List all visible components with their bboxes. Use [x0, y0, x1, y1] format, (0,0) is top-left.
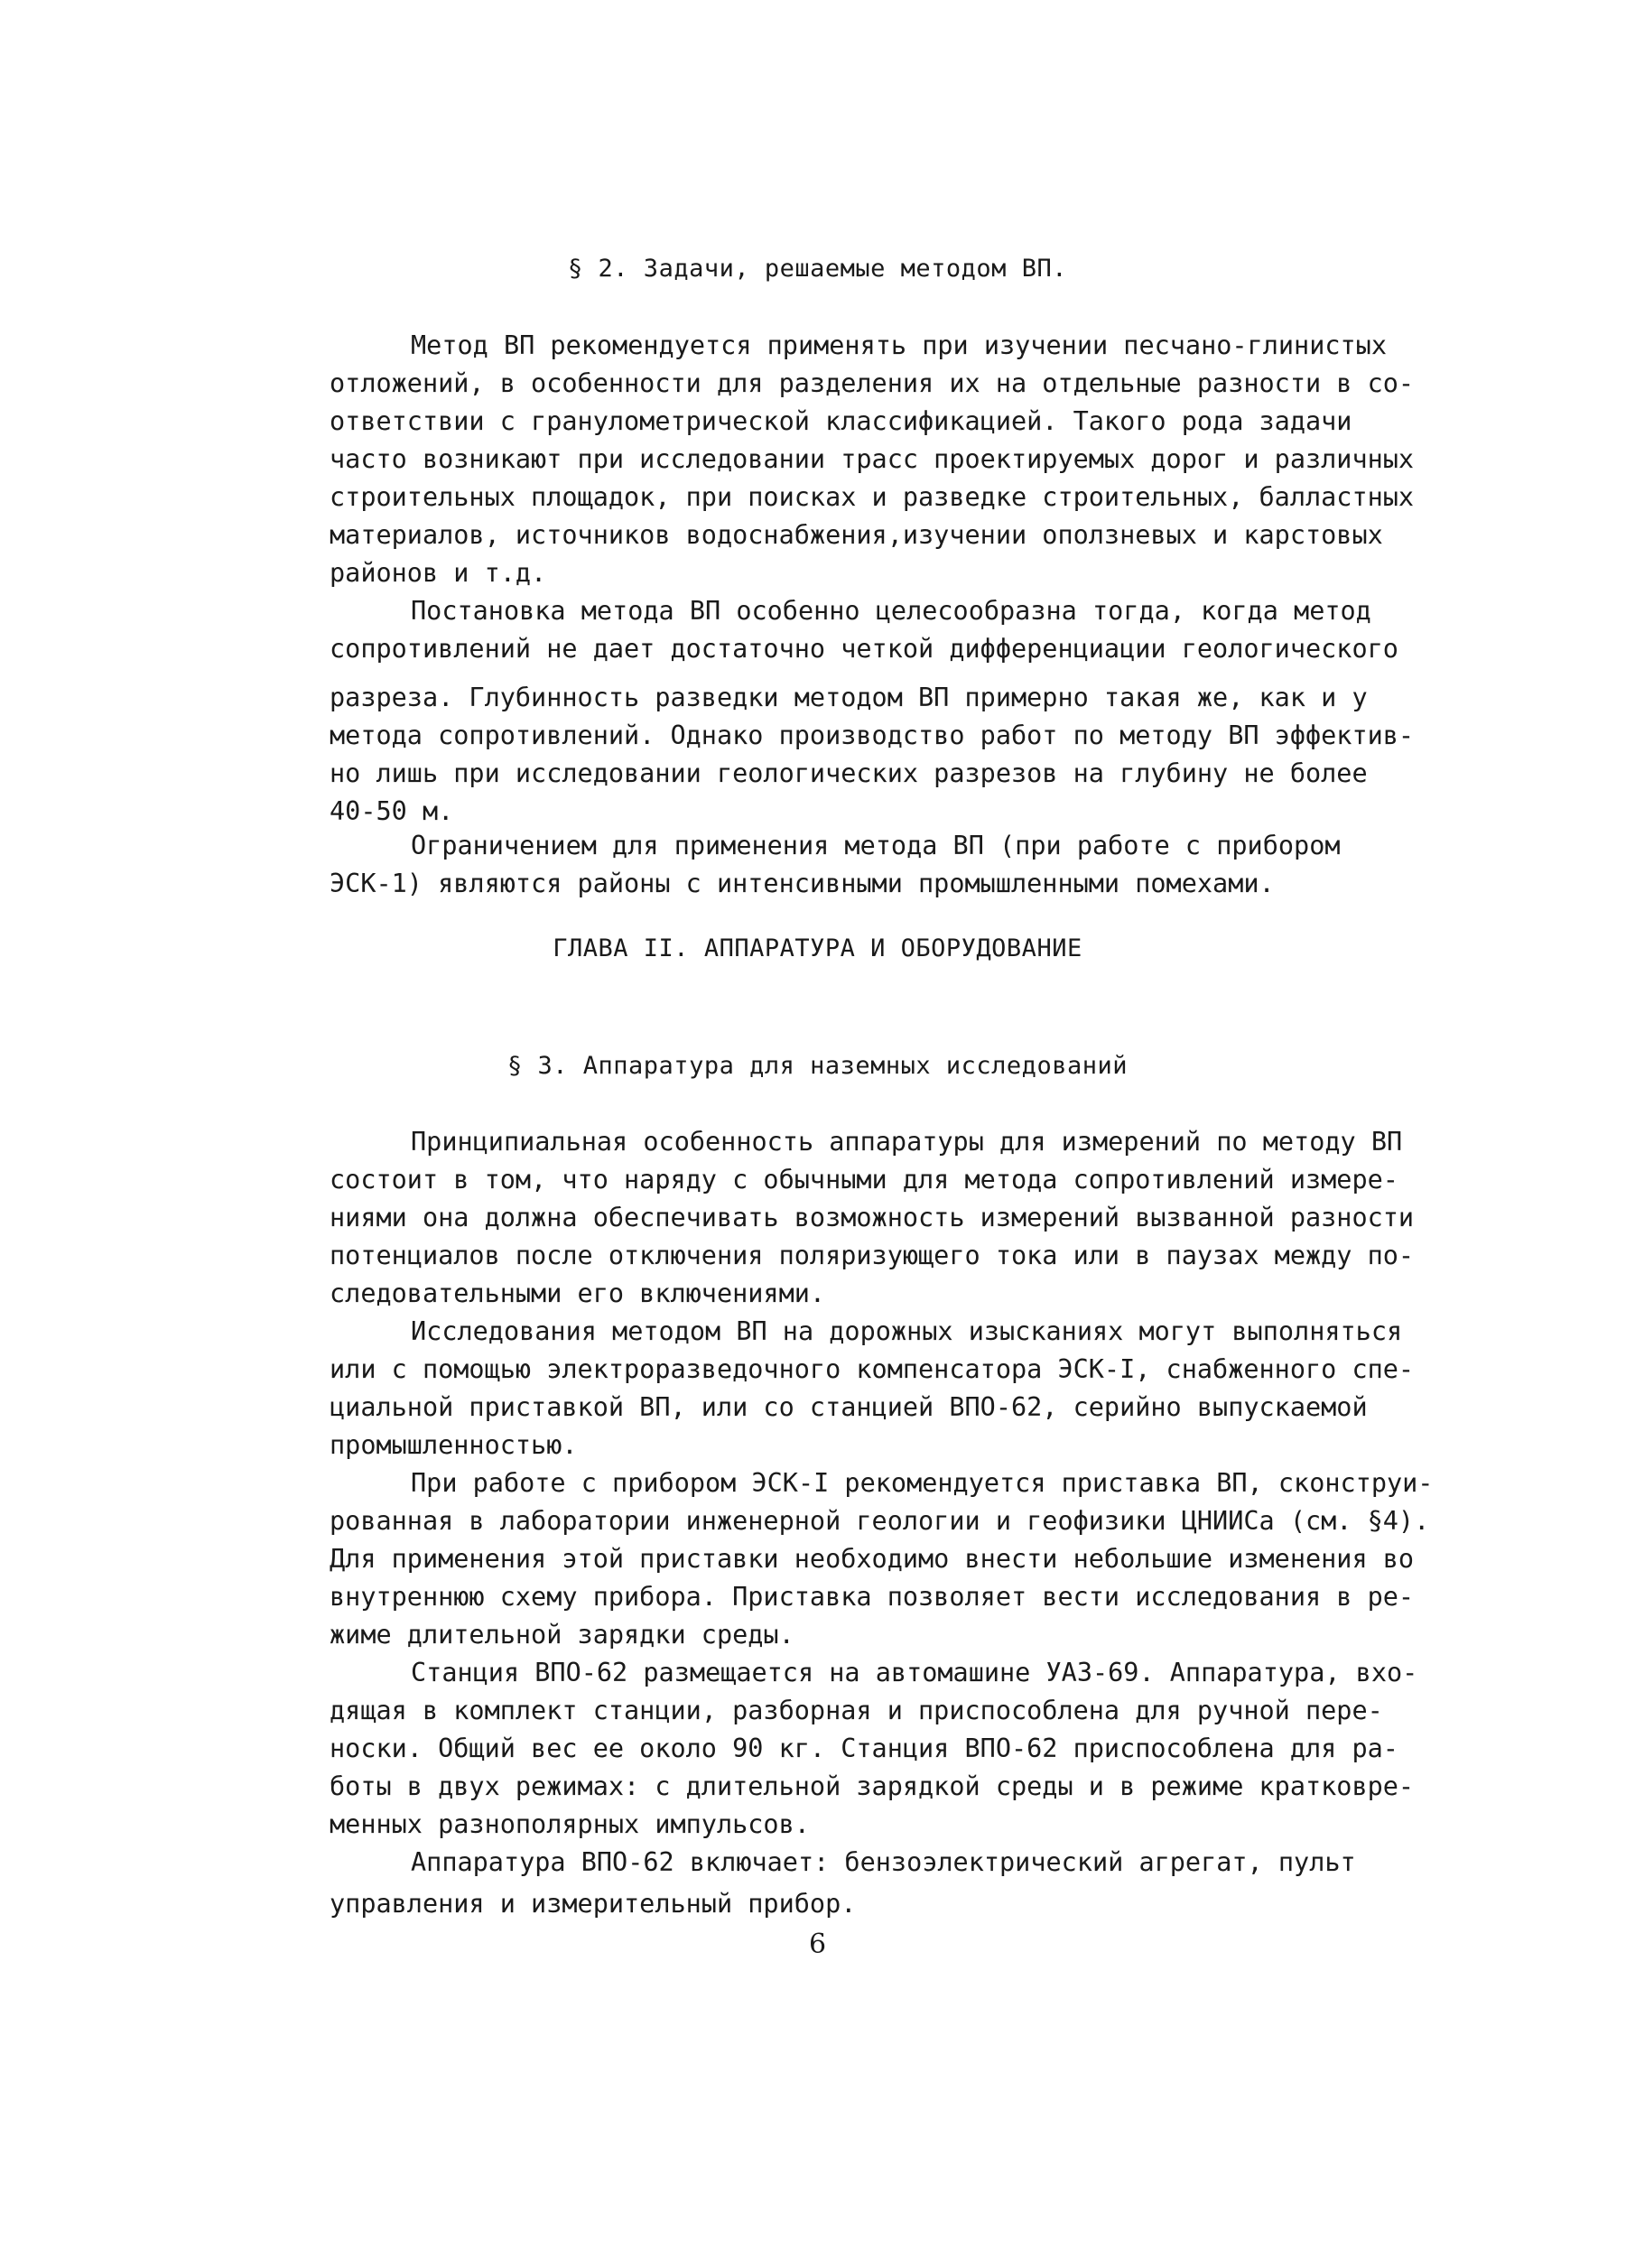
text-line: Исследования методом ВП на дорожных изысканиях могут выполняться — [411, 1316, 1403, 1346]
text-line: районов и т.д. — [330, 558, 547, 588]
text-line: 40-50 м. — [330, 796, 454, 826]
text-line: ЭСК-1) являются районы с интенсивными промышленными помехами. — [330, 869, 1275, 898]
text-line: Метод ВП рекомендуется применять при изучении песчано-глинистых — [411, 330, 1387, 360]
text-line: отложений, в особенности для разделения их на отдельные разности в со- — [330, 368, 1415, 398]
text-line: материалов, источников водоснабжения,изучении оползневых и карстовых — [330, 520, 1383, 550]
text-line: ниями она должна обеспечивать возможность измерений вызванной разности — [330, 1203, 1415, 1232]
text-line: циальной приставкой ВП, или со станцией ВПО-62, серийно выпускаемой — [330, 1392, 1368, 1422]
text-line: промышленностью. — [330, 1430, 578, 1460]
section-2-paragraph-3 — [330, 827, 1426, 903]
text-line: строительных площадок, при поисках и разведке строительных, балластных — [330, 482, 1415, 512]
text-line: часто возникают при исследовании трасс проектируемых дорог и различных — [330, 444, 1415, 474]
text-line: носки. Общий вес ее около 90 кг. Станция ВПО-62 приспособлена для ра- — [330, 1734, 1398, 1763]
text-line: Аппаратура ВПО-62 включает: бензоэлектрический агрегат, пульт — [411, 1847, 1356, 1877]
text-line: боты в двух режимах: с длительной зарядкой среды и в режиме кратковре- — [330, 1771, 1415, 1801]
text-line: менных разнополярных импульсов. — [330, 1809, 810, 1839]
section-3-paragraph-2 — [330, 1313, 1426, 1464]
text-line: состоит в том, что наряду с обычными для метода сопротивлений измере- — [330, 1165, 1398, 1194]
section-2-heading: § 2. Задачи, решаемые методом ВП. — [568, 255, 1067, 283]
section-2-paragraph-1 — [330, 327, 1426, 592]
text-line: Станция ВПО-62 размещается на автомашине УАЗ-69. Аппаратура, вхо- — [411, 1658, 1418, 1687]
text-line: метода сопротивлений. Однако производство работ по методу ВП эффектив- — [330, 720, 1415, 750]
page-number: 6 — [808, 1929, 827, 1960]
text-line: При работе с прибором ЭСК-I рекомендуется приставка ВП, сконструи- — [411, 1468, 1434, 1498]
text-line: Постановка метода ВП особенно целесообразна тогда, когда метод — [411, 596, 1371, 626]
section-3-paragraph-5 — [330, 1844, 1426, 1923]
section-3-paragraph-1 — [330, 1123, 1426, 1313]
text-line: разреза. Глубинность разведки методом ВП примерно такая же, как и у — [330, 683, 1368, 712]
text-line: ответствии с гранулометрической классификацией. Такого рода задачи — [330, 406, 1352, 436]
text-line: следовательными его включениями. — [330, 1278, 826, 1308]
text-line: или с помощью электроразведочного компенсатора ЭСК-I, снабженного спе- — [330, 1354, 1415, 1384]
text-line: сопротивлений не дает достаточно четкой дифференциации геологического — [330, 634, 1398, 664]
text-line: дящая в комплект станции, разборная и приспособлена для ручной пере- — [330, 1696, 1383, 1725]
text-line: управления и измерительный прибор. — [330, 1889, 857, 1919]
section-3-paragraph-3 — [330, 1464, 1434, 1654]
section-2-paragraph-2 — [330, 592, 1426, 831]
text-line: внутреннюю схему прибора. Приставка позволяет вести исследования в ре- — [330, 1582, 1415, 1612]
text-line: Принципиальная особенность аппаратуры для измерений по методу ВП — [411, 1127, 1403, 1157]
section-3-paragraph-4 — [330, 1654, 1426, 1844]
section-3-heading: § 3. Аппаратура для наземных исследований — [507, 1052, 1128, 1080]
text-line: потенциалов после отключения поляризующего тока или в паузах между по- — [330, 1241, 1415, 1270]
text-line: но лишь при исследовании геологических разрезов на глубину не более — [330, 758, 1368, 788]
text-line: рованная в лаборатории инженерной геологии и геофизики ЦНИИСа (см. §4). — [330, 1506, 1430, 1536]
text-line: Ограничением для применения метода ВП (при работе с прибором — [411, 831, 1341, 860]
chapter-heading: ГЛАВА II. АППАРАТУРА И ОБОРУДОВАНИЕ — [553, 934, 1082, 962]
text-line: жиме длительной зарядки среды. — [330, 1620, 794, 1650]
text-line: Для применения этой приставки необходимо внести небольшие изменения во — [330, 1544, 1415, 1574]
